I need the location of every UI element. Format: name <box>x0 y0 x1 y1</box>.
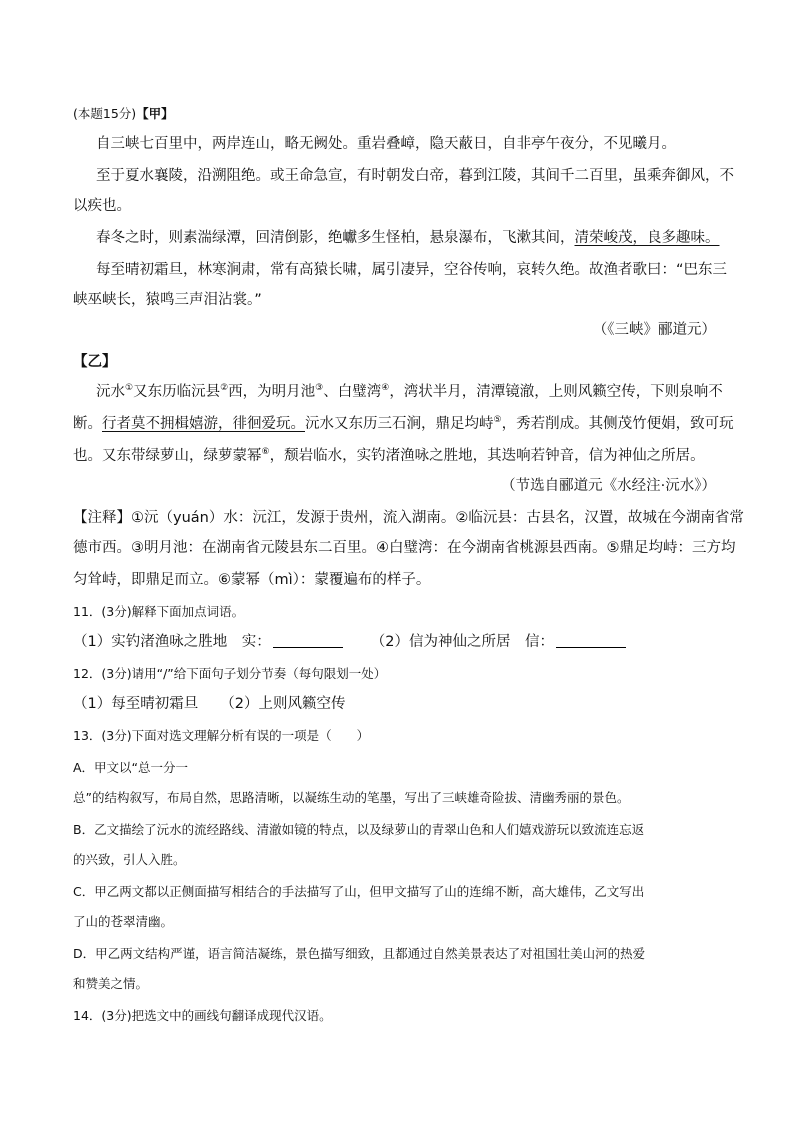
jia-paragraph-3-text: 春冬之时，则素湍绿潭，回清倒影，绝巘多生怪柏，悬泉瀑布，飞漱其间， <box>96 230 575 246</box>
passage-jia-label: 【甲】 <box>136 106 174 121</box>
question-11-stem: 11．(3分)解释下面加点词语。 <box>73 604 245 619</box>
yi-text-1e: ，湾状半月，清潭镜澈，上则风籁空传，下则泉响不 <box>389 384 723 400</box>
option-a-line-2: 总”的结构叙写，布局自然，思路清晰，以凝练生动的笔墨，写出了三峡雄奇险拔、清幽秀丽的景色。 <box>73 790 630 805</box>
jia-paragraph-3 <box>96 228 720 248</box>
note-ref-1: ① <box>125 383 134 394</box>
notes-line-3: 匀耸峙，即鼎足而立。⑥蒙幂（mì）：蒙覆遍布的样子。 <box>73 572 431 588</box>
score-label: (本题15分) <box>73 106 137 121</box>
yi-line-2 <box>73 414 734 434</box>
option-d-line-2: 和赞美之情。 <box>73 976 149 991</box>
answer-blank-1[interactable] <box>273 633 343 648</box>
yi-text-1b: 又东历临沅县 <box>133 384 221 400</box>
yi-text-2c: ，秀若削成。其侧茂竹便娟，致可玩 <box>501 416 734 432</box>
note-ref-4: ④ <box>381 383 390 394</box>
note-ref-2: ② <box>220 383 229 394</box>
question-12-stem: 12．(3分)请用“/”给下面句子划分节奏（每句限划一处） <box>73 666 387 681</box>
option-b-line-2: 的兴致，引人入胜。 <box>73 852 186 867</box>
option-a-line-1: A．甲文以“总一分一 <box>73 760 189 775</box>
jia-paragraph-4-line-2: 峡巫峡长，猿鸣三声泪沾裳。” <box>73 292 262 308</box>
question-11-item-1: （1）实钓渚渔咏之胜地 实： <box>73 634 271 650</box>
question-11-items <box>73 632 626 652</box>
underlined-sentence-jia: 清荣峻茂，良多趣味。 <box>574 230 720 246</box>
yi-text-1a: 沅水 <box>96 384 125 400</box>
yi-text-1d: 、白璧湾 <box>323 384 382 400</box>
question-12-item-1: （1）每至晴初霜旦 <box>73 696 199 712</box>
answer-blank-2[interactable] <box>556 633 626 648</box>
yi-text-3a: 也。又东带绿萝山，绿萝蒙幂 <box>73 448 262 464</box>
question-11-item-2: （2）信为神仙之所居 信： <box>370 634 554 650</box>
note-ref-3: ③ <box>315 383 324 394</box>
notes-line-1: 【注释】①沅（yuán）水：沅江，发源于贵州，流入湖南。②临沅县：古县名，汉置，故城在今湖南省常 <box>73 510 744 526</box>
yi-text-2b: 沅水又东历三石涧，鼎足均峙 <box>305 416 494 432</box>
underlined-sentence-yi: 行者莫不拥楫嬉游，徘徊爱玩。 <box>102 416 305 432</box>
jia-paragraph-2-line-1: 至于夏水襄陵，沿溯阻绝。或王命急宣，有时朝发白帝，暮到江陵，其间千二百里，虽乘奔御风，不 <box>96 168 734 184</box>
jia-source: （《三峡》郦道元） <box>592 322 716 338</box>
passage-yi-label: 【乙】 <box>73 354 117 370</box>
option-d-line-1: D．甲乙两文结构严谨，语言简洁凝练，景色描写细致，且都通过自然美景表达了对祖国壮美山河的热爱 <box>73 946 646 961</box>
notes-line-2: 德市西。③明月池：在湖南省元陵县东二百里。④白璧湾：在今湖南省桃源县西南。⑤鼎足均峙：三方均 <box>73 540 736 556</box>
question-12-item-2: （2）上则风籁空传 <box>220 696 346 712</box>
question-header <box>73 104 174 124</box>
note-ref-6: ⑥ <box>261 447 270 458</box>
question-13-stem: 13．(3分)下面对选文理解分析有误的一项是（ ） <box>73 728 370 743</box>
yi-text-2a: 断。 <box>73 416 102 432</box>
question-12-items <box>73 694 345 714</box>
option-b-line-1: B．乙文描绘了沅水的流经路线、清澈如镜的特点，以及绿萝山的青翠山色和人们嬉戏游玩以致流连忘返 <box>73 822 645 837</box>
option-c-line-2: 了山的苍翠清幽。 <box>73 914 174 929</box>
note-ref-5: ⑤ <box>493 415 502 426</box>
question-14-stem: 14．(3分)把选文中的画线句翻译成现代汉语。 <box>73 1008 332 1023</box>
yi-line-1 <box>96 382 723 402</box>
jia-paragraph-1: 自三峡七百里中，两岸连山，略无阙处。重岩叠嶂，隐天蔽日，自非亭午夜分，不见曦月。 <box>96 136 676 152</box>
jia-paragraph-2-line-2: 以疾也。 <box>73 198 131 214</box>
jia-paragraph-4-line-1: 每至晴初霜旦，林寒涧肃，常有高猿长啸，属引凄异，空谷传响，哀转久绝。故渔者歌曰：“巴东三 <box>96 262 728 278</box>
option-c-line-1: C．甲乙两文都以正侧面描写相结合的手法描写了山，但甲文描写了山的连绵不断，高大雄伟，乙文写出 <box>73 884 645 899</box>
yi-text-1c: 西，为明月池 <box>228 384 316 400</box>
yi-text-3b: ，颓岩临水，实钓渚渔咏之胜地，其迭响若钟音，信为神仙之所居。 <box>269 448 705 464</box>
yi-source: （节选自郦道元《水经注·沅水》） <box>501 478 716 494</box>
yi-line-3 <box>73 446 705 466</box>
